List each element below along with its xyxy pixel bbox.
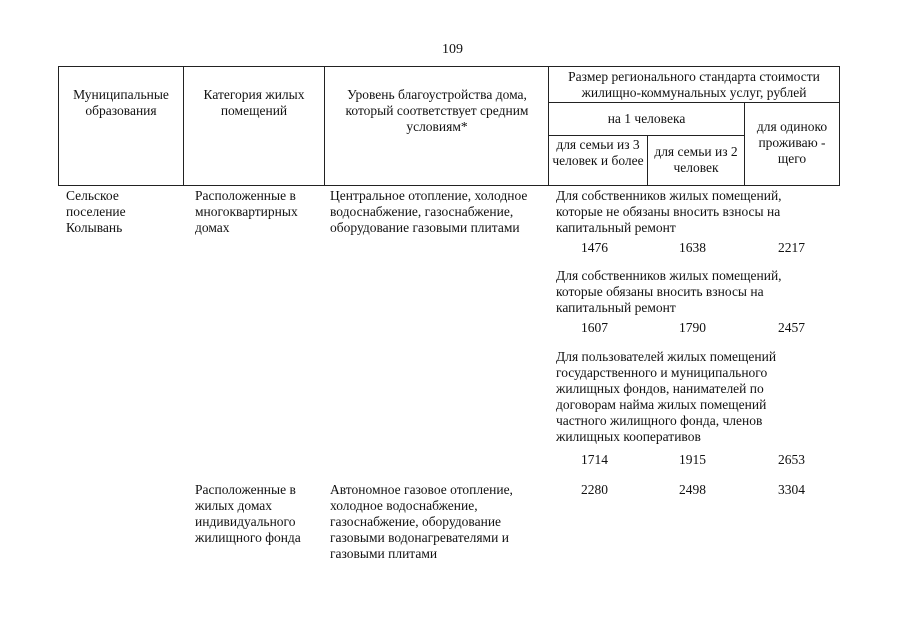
header-left-border <box>58 66 59 186</box>
row2-category: Расположенные в жилых домах индивидуального жилищного фонда <box>195 482 301 545</box>
row1-group1-single: 2217 <box>778 240 805 255</box>
row1-group2-single: 2457 <box>778 320 805 335</box>
row1-level: Центральное отопление, холодное водоснабжение, газоснабжение, оборудование газовыми плитами <box>330 188 528 235</box>
row1-group2-label: Для собственников жилых помещений, которые обязаны вносить взносы на капитальный ремонт <box>556 268 782 315</box>
table-header <box>58 66 840 186</box>
row1-group2-family2: 1790 <box>679 320 706 335</box>
row1-group3-label: Для пользователей жилых помещений государственного и муниципального жилищных фондов, нанимателей по договорам найма жилых помещений частного жилищного фонда, членов жилищных кооперативов <box>556 349 777 444</box>
header-top-border <box>58 66 840 67</box>
header-right-border <box>839 66 840 186</box>
header-col-divider-1 <box>183 66 184 186</box>
row1-group1-family2: 1638 <box>679 240 706 255</box>
header-size: Размер регионального стандарта стоимости жилищно-коммунальных услуг, рублей <box>568 69 820 100</box>
row1-group2-family3: 1607 <box>581 320 608 335</box>
header-col-divider-3 <box>548 66 549 186</box>
header-col-divider-2 <box>324 66 325 186</box>
row2-single: 3304 <box>778 482 805 497</box>
header-per-person-divider <box>548 135 744 136</box>
page-number: 109 <box>442 42 463 57</box>
header-level: Уровень благоустройства дома, который соответствует средним условиям* <box>345 87 529 134</box>
row1-municipality: Сельское поселение Колывань <box>66 188 126 235</box>
row1-group3-single: 2653 <box>778 452 805 467</box>
header-bottom-border <box>58 185 840 186</box>
row2-family2: 2498 <box>679 482 706 497</box>
row2-level: Автономное газовое отопление, холодное водоснабжение, газоснабжение, оборудование газовыми водонагревателями и газовыми плитами <box>330 482 513 561</box>
header-col-divider-4 <box>647 135 648 186</box>
row1-category: Расположенные в многоквартирных домах <box>195 188 298 235</box>
header-col-divider-5 <box>744 102 745 186</box>
row1-group3-family2: 1915 <box>679 452 706 467</box>
header-per-person: на 1 человека <box>607 111 686 126</box>
header-family2: для семьи из 2 человек <box>654 144 738 175</box>
row2-family3: 2280 <box>581 482 608 497</box>
header-municipal: Муниципальные образования <box>73 87 169 118</box>
header-size-divider <box>548 102 840 103</box>
header-family3: для семьи из 3 человек и более <box>552 137 644 168</box>
header-category: Категория жилых помещений <box>203 87 305 118</box>
row1-group1-label: Для собственников жилых помещений, которые не обязаны вносить взносы на капитальный ремонт <box>556 188 782 235</box>
header-single: для одиноко проживаю - щего <box>756 119 828 166</box>
row1-group1-family3: 1476 <box>581 240 608 255</box>
row1-group3-family3: 1714 <box>581 452 608 467</box>
